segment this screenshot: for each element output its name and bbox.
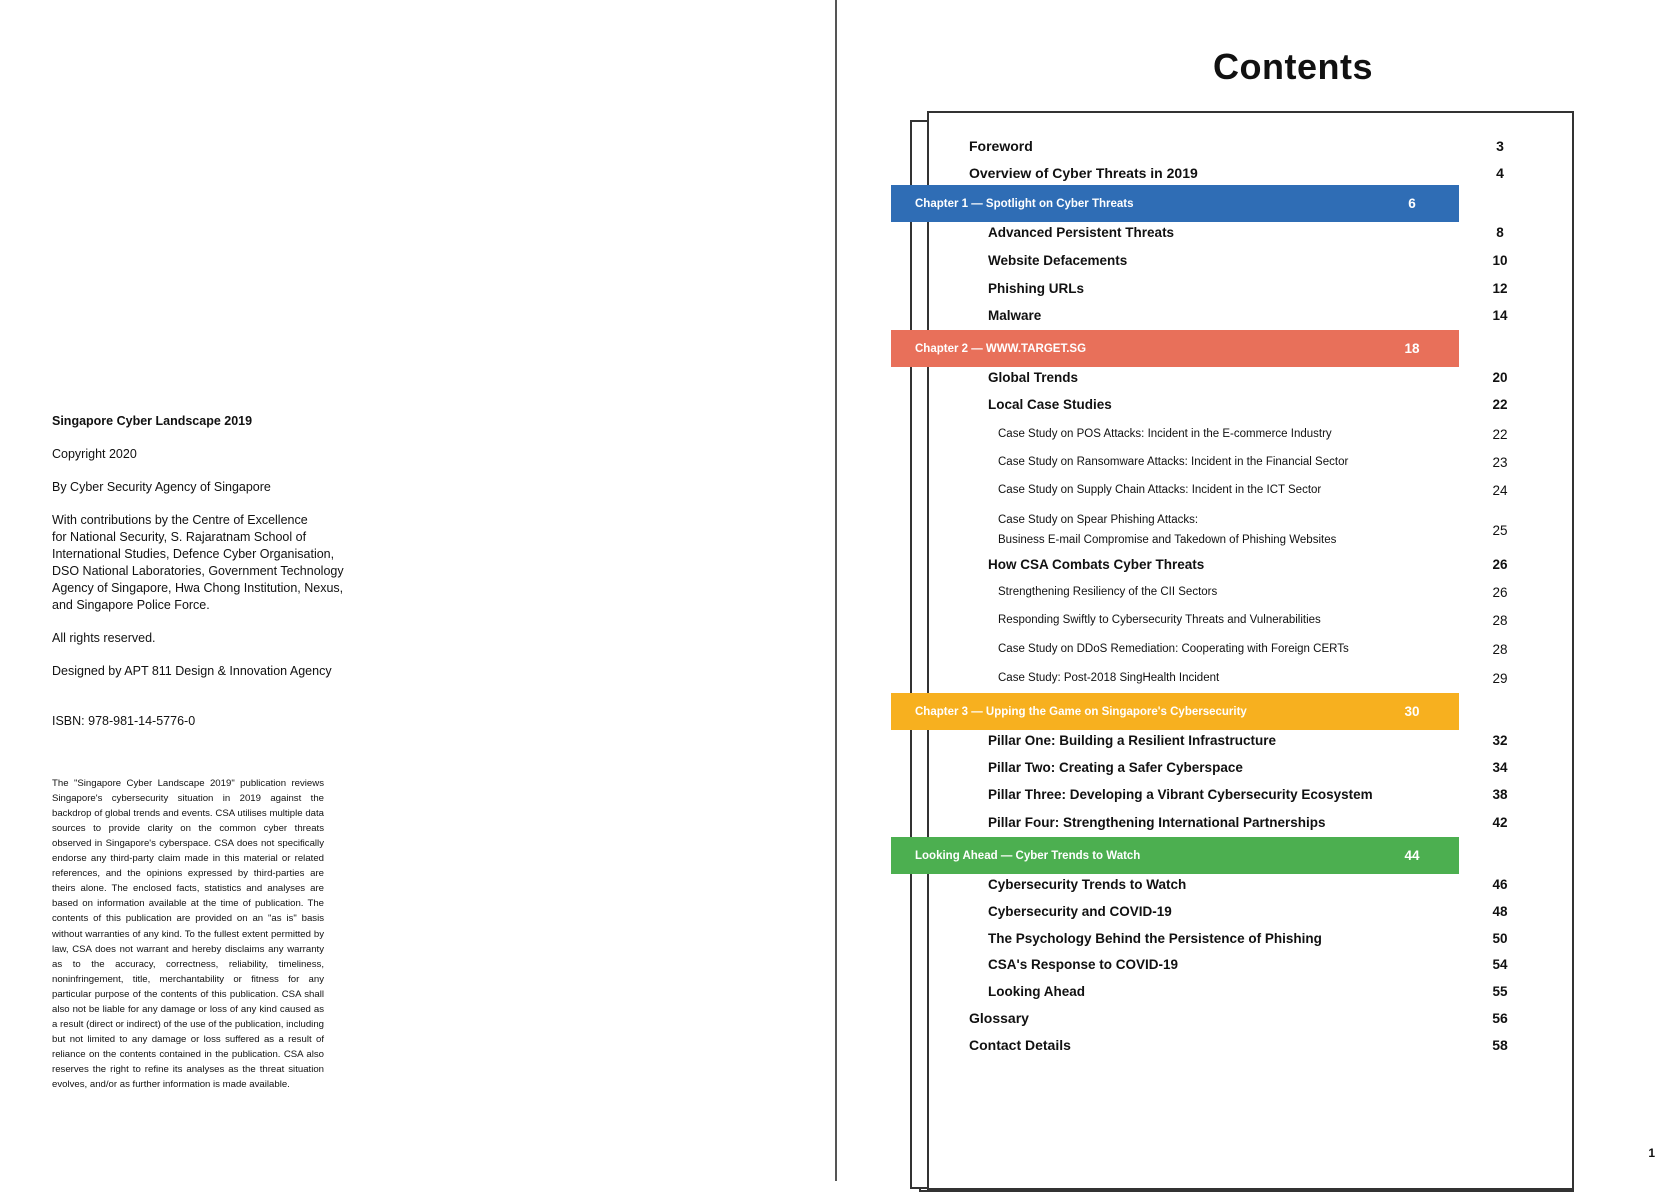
toc-entry-label: Pillar One: Building a Resilient Infrastructure	[988, 732, 1277, 748]
toc-chapter-row[interactable]	[891, 837, 1459, 874]
toc-page-number: 14	[1492, 307, 1508, 323]
page-number: 1	[1648, 1146, 1655, 1160]
toc-entry-label: Pillar Four: Strengthening International Partnerships	[988, 814, 1326, 830]
toc-entry-label: Website Defacements	[988, 252, 1128, 268]
toc-entry[interactable]	[945, 812, 1547, 832]
disclaimer-text: The "Singapore Cyber Landscape 2019" publication reviews Singapore's cybersecurity situation in 2019 against the backdrop of global trends and events. CSA utilises multiple data sources to provide clarity on the common cyber threats observed in Singapore's cyberspace. CSA does not specifically endorse any third-party claim made in this material or related references, and the opinions expressed by third-parties are theirs alone. The enclosed facts, statistics and analyses are based on information available at the time of publication. The contents of this publication are provided on an "as is" basis without warranties of any kind. To the fullest extent permitted by law, CSA does not warrant and hereby disclaims any warranty as to the accuracy, correctness, reliability, timeliness, noninfringement, title, merchantability or fitness for any particular purpose of the contents of this publication. CSA shall also not be liable for any damage or loss of any kind caused as a result (direct or indirect) of the use of the publication, including but not limited to any damage or loss suffered as a result of reliance on the contents contained in the publication. CSA also reserves the right to refine its analyses as the threat situation evolves, and/or as further information is made available.	[52, 777, 324, 1091]
toc-entry-label: Contact Details	[969, 1037, 1071, 1053]
toc-page-number: 55	[1492, 983, 1508, 999]
toc-entry-label: Chapter 2 — WWW.TARGET.SG	[915, 342, 1087, 355]
toc-page-number: 28	[1492, 641, 1508, 657]
toc-page-number: 8	[1496, 224, 1504, 240]
toc-entry[interactable]	[945, 981, 1547, 1001]
toc-entry[interactable]	[945, 424, 1547, 444]
toc-entry[interactable]	[945, 757, 1547, 777]
toc-page-number: 23	[1492, 454, 1508, 470]
toc-entry-label-block	[998, 510, 1477, 550]
toc-entry-label: How CSA Combats Cyber Threats	[988, 556, 1205, 572]
toc-page-number: 20	[1492, 369, 1508, 385]
toc-page-number: 30	[1404, 704, 1420, 719]
toc-page-number: 32	[1492, 732, 1508, 748]
toc-entry[interactable]	[945, 136, 1547, 156]
toc-page-number: 22	[1492, 426, 1508, 442]
toc-page-number: 3	[1496, 138, 1504, 154]
toc-entry[interactable]	[945, 1035, 1547, 1055]
toc-page-number: 44	[1404, 848, 1420, 863]
toc-chapter-row[interactable]	[891, 330, 1459, 367]
toc-page-number: 18	[1404, 341, 1420, 356]
toc-entry[interactable]	[945, 510, 1547, 550]
toc-entry-label-line2: Business E-mail Compromise and Takedown of Phishing Websites	[998, 534, 1337, 546]
toc-entry-label: Looking Ahead	[988, 983, 1085, 999]
toc-entry[interactable]	[945, 554, 1547, 574]
toc-entry[interactable]	[945, 874, 1547, 894]
toc-entry-label: Foreword	[969, 138, 1033, 154]
copyright-line: Copyright 2020	[52, 447, 137, 461]
toc-page-number: 4	[1496, 165, 1504, 181]
toc-entry-label: The Psychology Behind the Persistence of Phishing	[988, 930, 1322, 946]
toc-entry[interactable]	[945, 305, 1547, 325]
toc-entry-label: Pillar Three: Developing a Vibrant Cybersecurity Ecosystem	[988, 786, 1373, 802]
toc-page-number: 54	[1492, 956, 1508, 972]
toc-entry-label: Case Study: Post-2018 SingHealth Incident	[998, 672, 1220, 684]
toc-page-number: 25	[1492, 522, 1508, 538]
toc-entry-label: Case Study on DDoS Remediation: Cooperating with Foreign CERTs	[998, 643, 1349, 655]
toc-entry-label: Pillar Two: Creating a Safer Cyberspace	[988, 759, 1243, 775]
toc-page-number: 26	[1492, 556, 1508, 572]
toc-entry-label: Case Study on Ransomware Attacks: Incident in the Financial Sector	[998, 456, 1349, 468]
toc-page-number: 58	[1492, 1037, 1508, 1053]
toc-page-number: 10	[1492, 252, 1508, 268]
toc-page-number: 22	[1492, 396, 1508, 412]
toc-entry[interactable]	[945, 610, 1547, 630]
toc-entry[interactable]	[945, 954, 1547, 974]
toc-entry[interactable]	[945, 784, 1547, 804]
toc-entry-label: Local Case Studies	[988, 396, 1112, 412]
toc-page-number: 6	[1408, 196, 1416, 211]
toc-page-number: 29	[1492, 670, 1508, 686]
toc-entry-label: Strengthening Resiliency of the CII Sectors	[998, 586, 1218, 598]
toc-chapter-row[interactable]	[891, 185, 1459, 222]
toc-entry-label: Global Trends	[988, 369, 1079, 385]
toc-entry-label: Advanced Persistent Threats	[988, 224, 1175, 240]
contributors-text: With contributions by the Centre of Excellence for National Security, S. Rajaratnam School of International Studies, Defence Cyber Organisation, DSO National Laboratories, Government Technology Agency of Singapore, Hwa Chong Institution, Nexus, and Singapore Police Force.	[52, 513, 344, 612]
toc-entry[interactable]	[945, 452, 1547, 472]
toc-entry-label: Cybersecurity and COVID-19	[988, 903, 1172, 919]
toc-entry-label: Case Study on Spear Phishing Attacks:	[998, 514, 1199, 526]
toc-entry[interactable]	[945, 394, 1547, 414]
toc-page-number: 42	[1492, 814, 1508, 830]
toc-entry-label: Overview of Cyber Threats in 2019	[969, 165, 1198, 181]
toc-entry[interactable]	[945, 250, 1547, 270]
toc-entry[interactable]	[945, 480, 1547, 500]
toc-entry[interactable]	[945, 730, 1547, 750]
contents-page	[837, 0, 1663, 1181]
toc-entry-label: Phishing URLs	[988, 280, 1085, 296]
toc-entry[interactable]	[945, 1008, 1547, 1028]
toc-entry[interactable]	[945, 163, 1547, 183]
toc-page-number: 38	[1492, 786, 1508, 802]
publisher-line: By Cyber Security Agency of Singapore	[52, 480, 271, 494]
toc-page-number: 24	[1492, 482, 1508, 498]
toc-entry-label: Case Study on POS Attacks: Incident in the E-commerce Industry	[998, 428, 1332, 440]
toc-entry-label: CSA's Response to COVID-19	[988, 956, 1179, 972]
designer-line: Designed by APT 811 Design & Innovation Agency	[52, 664, 332, 678]
toc-page-number: 48	[1492, 903, 1508, 919]
toc-page-number: 12	[1492, 280, 1508, 296]
toc-entry[interactable]	[945, 222, 1547, 242]
toc-entry[interactable]	[945, 928, 1547, 948]
imprint-block	[52, 413, 372, 730]
toc-entry[interactable]	[945, 278, 1547, 298]
toc-page-number: 46	[1492, 876, 1508, 892]
toc-page-number: 50	[1492, 930, 1508, 946]
toc-page-number: 34	[1492, 759, 1508, 775]
toc-entry[interactable]	[945, 639, 1547, 659]
publication-title: Singapore Cyber Landscape 2019	[52, 414, 253, 428]
toc-entry-label: Cybersecurity Trends to Watch	[988, 876, 1187, 892]
toc-page-number: 28	[1492, 612, 1508, 628]
toc-entry-label: Malware	[988, 307, 1042, 323]
toc-entry[interactable]	[945, 367, 1547, 387]
toc-entry[interactable]	[945, 901, 1547, 921]
isbn-line: ISBN: 978-981-14-5776-0	[52, 714, 196, 728]
toc-entry-label: Chapter 3 — Upping the Game on Singapore's Cybersecurity	[915, 705, 1247, 718]
rights-line: All rights reserved.	[52, 631, 156, 645]
imprint-page	[0, 0, 835, 1181]
toc-entry-label: Case Study on Supply Chain Attacks: Incident in the ICT Sector	[998, 484, 1322, 496]
toc-entry[interactable]	[945, 582, 1547, 602]
contents-heading: Contents	[1213, 46, 1373, 87]
toc-entry-label: Looking Ahead — Cyber Trends to Watch	[915, 849, 1141, 862]
toc-entry-label: Chapter 1 — Spotlight on Cyber Threats	[915, 197, 1134, 210]
toc-entry-label: Glossary	[969, 1010, 1029, 1026]
toc-entry[interactable]	[945, 668, 1547, 688]
toc-page-number: 26	[1492, 584, 1508, 600]
toc-page-number: 56	[1492, 1010, 1508, 1026]
toc-entry-label: Responding Swiftly to Cybersecurity Threats and Vulnerabilities	[998, 614, 1321, 626]
toc-chapter-row[interactable]	[891, 693, 1459, 730]
